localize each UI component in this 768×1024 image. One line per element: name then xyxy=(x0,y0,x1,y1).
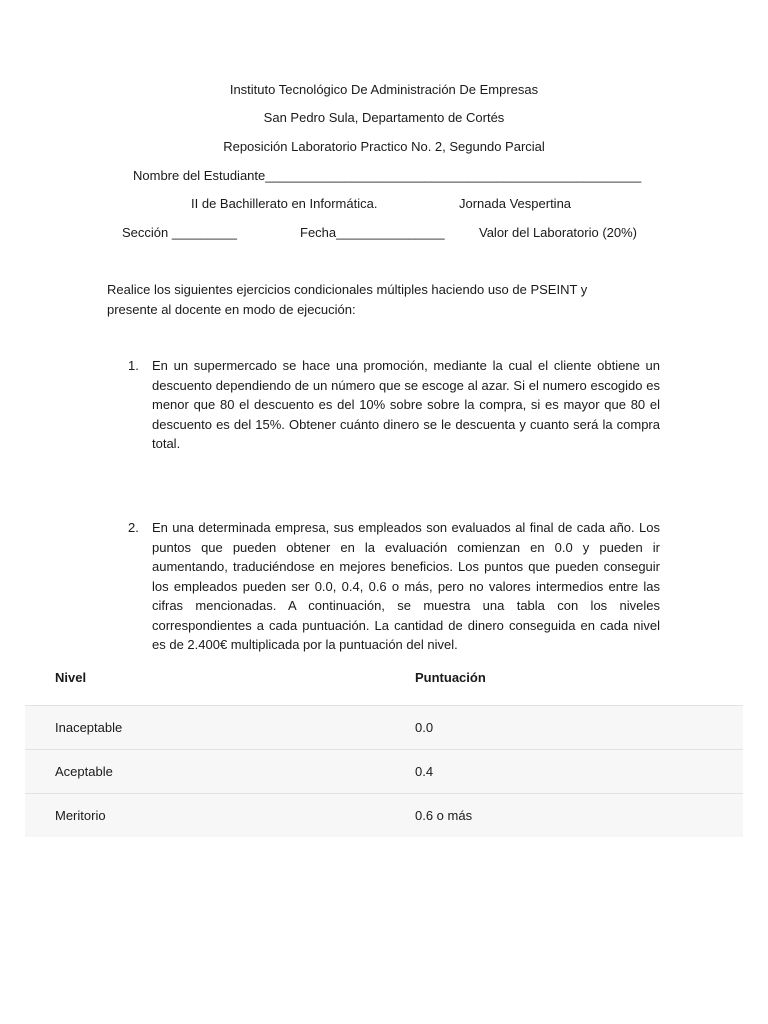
column-header-puntuacion: Puntuación xyxy=(415,670,486,685)
exercise-number: 1. xyxy=(128,358,139,373)
table-row xyxy=(25,793,743,837)
location-line: San Pedro Sula, Departamento de Cortés xyxy=(263,110,505,125)
score-cell: 0.0 xyxy=(415,719,434,735)
section-field: Sección _________ xyxy=(122,225,237,240)
exercise-item xyxy=(128,356,662,454)
table-row xyxy=(25,705,743,749)
student-name-field: Nombre del Estudiante____________________________________________________ xyxy=(133,168,642,183)
score-cell: 0.4 xyxy=(415,763,434,779)
level-cell: Meritorio xyxy=(55,807,106,823)
column-header-nivel: Nivel xyxy=(55,670,87,685)
level-cell: Inaceptable xyxy=(55,719,123,735)
exam-title: Reposición Laboratorio Practico No. 2, Segundo Parcial xyxy=(223,139,545,154)
institution-title: Instituto Tecnológico De Administración De Empresas xyxy=(229,82,539,97)
level-cell: Aceptable xyxy=(55,763,113,779)
exercise-text: En un supermercado se hace una promoción, mediante la cual el cliente obtiene un descuento dependiendo de un número que se escoge al azar. Si el numero escogido es menor que 80 el descuento es del 10% sobre sobre la compra, si es mayor que 80 el descuento es del 15%. Obtener cuánto dinero se le descuenta y cuanto será la compra total. xyxy=(152,358,660,451)
instructions-paragraph: Realice los siguientes ejercicios condicionales múltiples haciendo uso de PSEINT y presente al docente en modo de ejecución: xyxy=(107,282,588,317)
exercise-text: En una determinada empresa, sus empleados son evaluados al final de cada año. Los puntos que pueden obtener en la evaluación comienzan en 0.0 y pueden ir aumentando, traduciéndose en mejores beneficios. Los puntos que pueden conseguir los empleados pueden ser 0.0, 0.4, 0.6 o más, pero no valores intermedios entre las cifras mencionadas. A continuación, se muestra una tabla con los niveles correspondientes a cada puntuación. La cantidad de dinero conseguida en cada nivel es de 2.400€ multiplicada por la puntuación del nivel. xyxy=(152,520,660,652)
table-row xyxy=(25,749,743,793)
levels-table xyxy=(25,663,743,837)
table-header-row xyxy=(25,663,743,705)
lab-value-label: Valor del Laboratorio (20%) xyxy=(479,225,638,240)
date-field: Fecha_______________ xyxy=(300,225,445,240)
score-cell: 0.6 o más xyxy=(415,807,473,823)
shift-label: Jornada Vespertina xyxy=(459,196,572,211)
course-label: II de Bachillerato en Informática. xyxy=(191,196,378,211)
exercise-number: 2. xyxy=(128,520,139,535)
exercise-item xyxy=(128,518,662,655)
